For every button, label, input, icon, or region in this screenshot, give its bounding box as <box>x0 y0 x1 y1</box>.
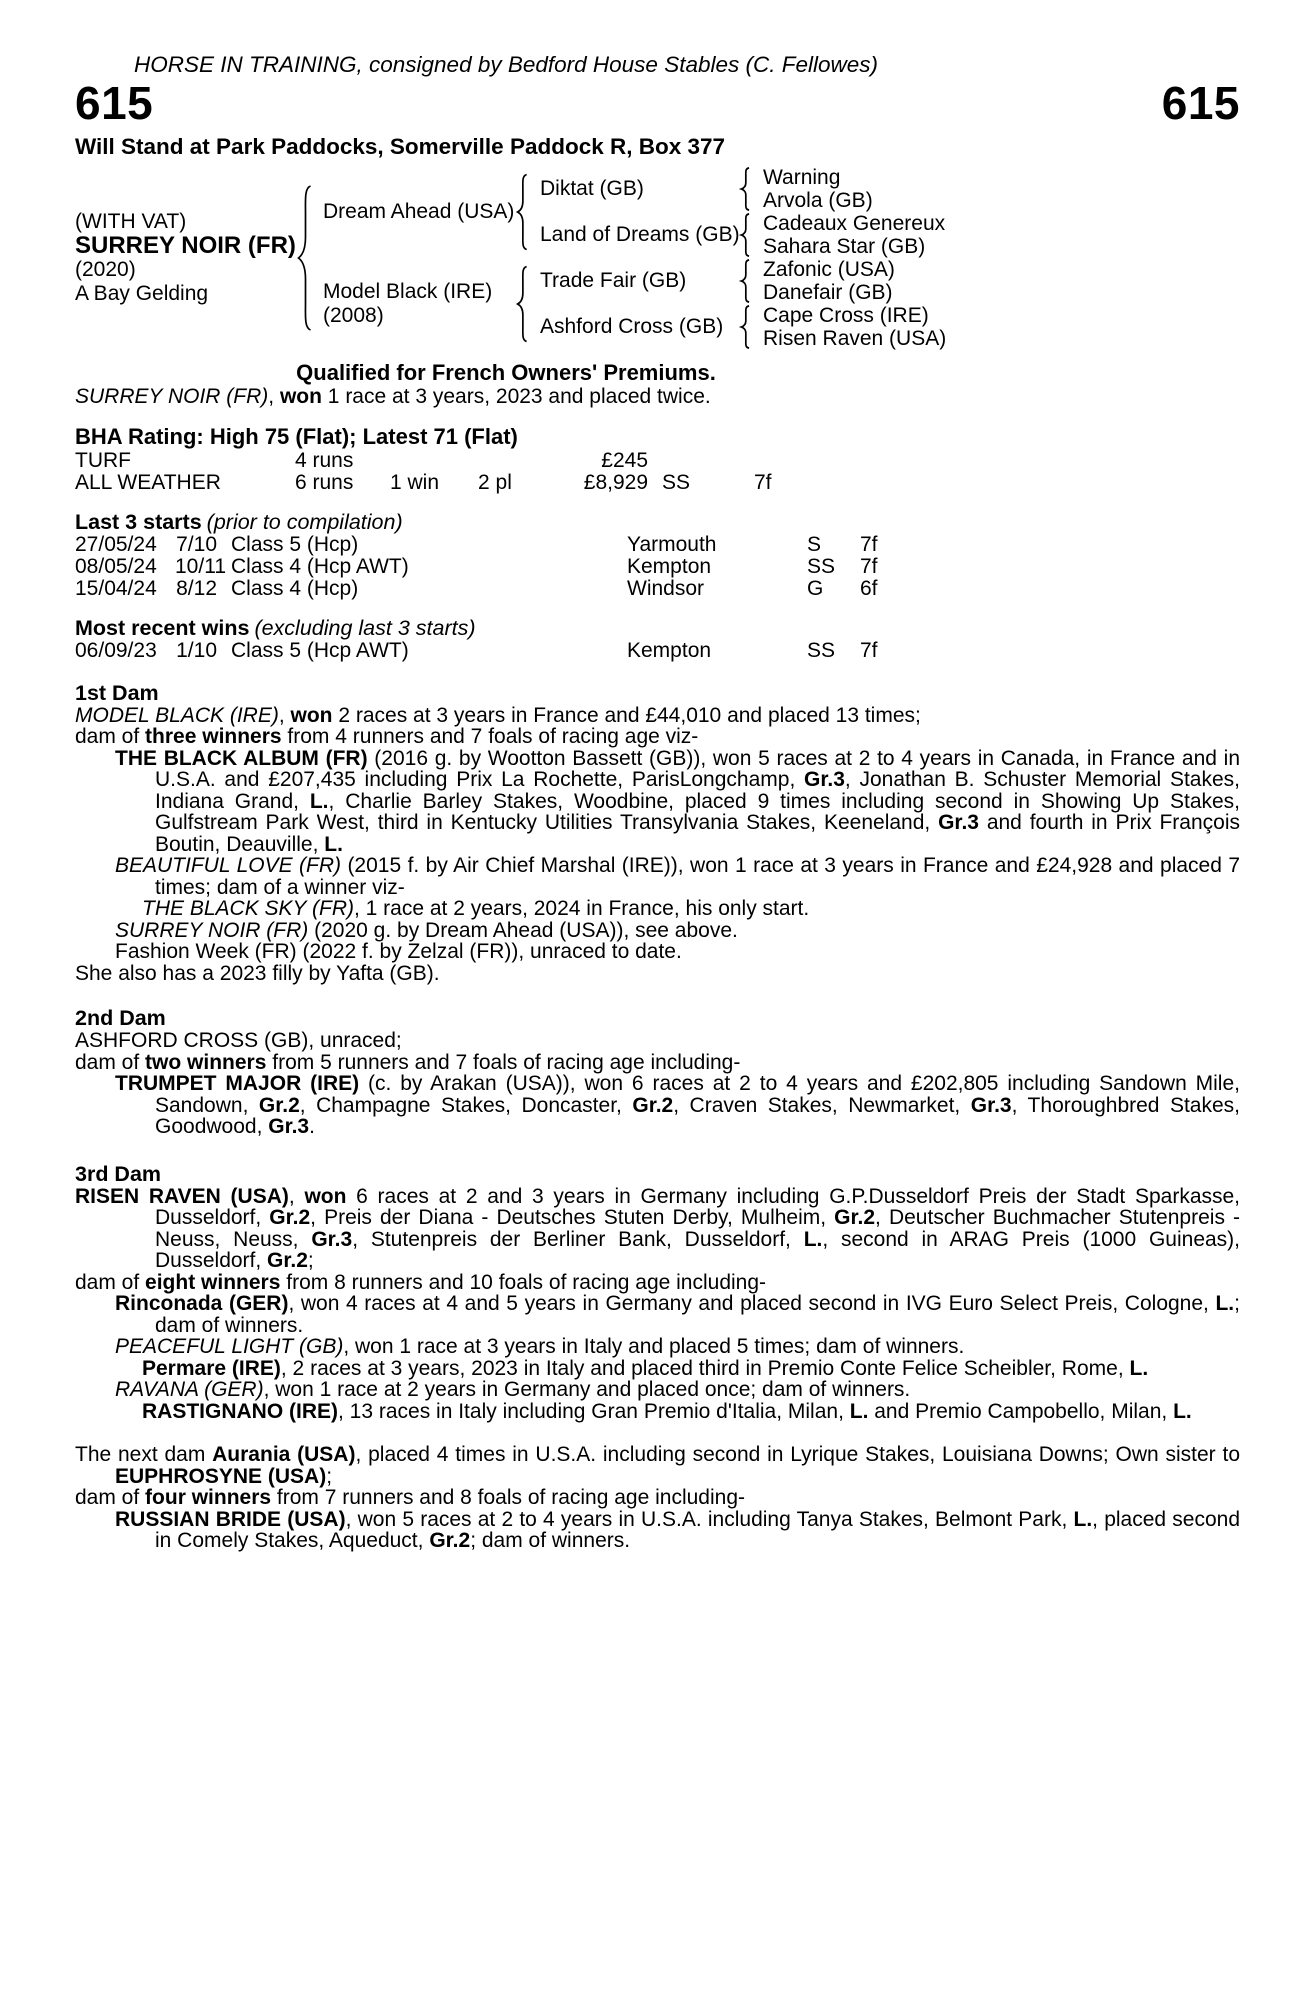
next-dam-paragraphs <box>75 1444 1240 1552</box>
section-title: Last 3 starts <box>75 509 202 534</box>
section-title: Most recent wins <box>75 615 250 640</box>
great-granddam-name: Risen Raven (USA) <box>763 327 947 350</box>
text-segment: L. <box>309 789 329 813</box>
french-premium-line: Qualified for French Owners' Premiums. <box>296 360 716 385</box>
text-segment: Gr.2 <box>834 1206 876 1229</box>
wins-count: 1 win <box>390 470 440 494</box>
pedigree-brace <box>739 305 752 349</box>
pedigree-paragraph <box>75 1030 1240 1052</box>
pedigree-paragraph <box>75 1272 1240 1294</box>
text-segment: Gr.2 <box>258 1093 300 1117</box>
text-segment: L. <box>1129 1356 1149 1380</box>
text-segment: L. <box>1173 1399 1192 1423</box>
text-segment: (c. by Arakan (USA)), won 6 races at 2 to 4 years and £202,805 including Sandown Mile, Sandown, <box>155 1072 1240 1117</box>
text-segment: , 2 races at 3 years, 2023 in Italy and placed third in Premio Conte Felice Scheibler, Rome, <box>280 1356 1130 1380</box>
race-position: 10/11 <box>175 554 226 578</box>
text-segment: 1 race at 3 years, 2023 and placed twice. <box>321 385 711 408</box>
great-grandsire-name: Cadeaux Genereux <box>763 212 946 235</box>
race-class: Class 5 (Hcp AWT) <box>231 638 409 662</box>
text-segment: from 4 runners and 7 foals of racing age viz- <box>281 725 699 748</box>
second-dam-section <box>75 1006 1240 1138</box>
text-segment: won <box>279 385 322 408</box>
race-going: SS <box>807 554 836 578</box>
pedigree-paragraph <box>75 855 1240 898</box>
dam-name <box>317 280 513 328</box>
going-code: SS <box>662 470 691 494</box>
great-grandsire-name: Zafonic (USA) <box>763 258 895 281</box>
lot-number-right: 615 <box>1161 77 1240 129</box>
pedigree-paragraph <box>75 1073 1240 1138</box>
race-course: Windsor <box>627 576 705 600</box>
text-segment: . <box>309 1115 315 1138</box>
text-segment: Gr.2 <box>632 1093 674 1117</box>
race-date: 06/09/23 <box>75 638 157 662</box>
text-segment: The next dam <box>75 1443 213 1466</box>
consignment-line: HORSE IN TRAINING, consigned by Bedford House Stables (C. Fellowes) <box>133 52 879 77</box>
surface-label: TURF <box>75 448 131 472</box>
text-segment: L. <box>1073 1507 1093 1531</box>
lot-number-left: 615 <box>75 77 154 129</box>
pedigree-paragraph <box>75 1052 1240 1074</box>
race-course: Yarmouth <box>627 532 717 556</box>
third-dam-section <box>75 1162 1240 1423</box>
text-segment: two winners <box>145 1050 267 1074</box>
text-segment: dam of <box>75 1050 146 1074</box>
most-recent-wins-section <box>75 616 1240 662</box>
second-dam-paragraphs <box>75 1030 1240 1138</box>
text-segment: (2016 g. by Wootton Bassett (GB)), won 5 races at 2 to 4 years in Canada, in France and in U.S.A. and £207,435 including Prix La Rochette, ParisLongchamp, <box>155 746 1240 791</box>
text-segment: ; <box>326 1464 333 1488</box>
text-segment: L. <box>849 1399 869 1423</box>
sire-dam-branch <box>532 212 945 258</box>
text-segment: 2 races at 3 years in France and £44,010 and placed 13 times; <box>332 703 921 727</box>
pedigree-paragraph <box>75 748 1240 856</box>
text-segment: L. <box>324 832 343 856</box>
pedigree-paragraph <box>75 705 1240 727</box>
third-dam-paragraphs <box>75 1186 1240 1423</box>
text-segment: , <box>288 1184 305 1208</box>
horse-name: SURREY NOIR (FR) <box>75 232 296 259</box>
race-date: 15/04/24 <box>75 576 157 600</box>
dam-sire-name: Trade Fair (GB) <box>540 269 687 292</box>
vat-status: (WITH VAT) <box>75 210 187 233</box>
text-segment: won <box>304 1184 347 1208</box>
pedigree-brace <box>739 213 752 257</box>
race-going: G <box>807 576 824 600</box>
going-code <box>648 450 738 472</box>
horse-description: A Bay Gelding <box>75 282 209 305</box>
runs-count: 4 runs <box>295 448 354 472</box>
great-granddam-name: Arvola (GB) <box>763 189 873 212</box>
second-dam-heading: 2nd Dam <box>75 1006 166 1030</box>
first-dam-section <box>75 681 1240 985</box>
first-dam-heading: 1st Dam <box>75 680 159 705</box>
pedigree-brace <box>739 167 752 211</box>
great-grandsire-name: Warning <box>763 166 841 189</box>
text-segment: , won 1 race at 3 years in Italy and placed 5 times; dam of winners. <box>343 1335 965 1358</box>
text-segment: BEAUTIFUL LOVE (FR) <box>115 854 342 877</box>
earnings-value: £245 <box>601 448 648 472</box>
bha-rating: BHA Rating: High 75 (Flat); Latest 71 (Flat) <box>75 423 518 449</box>
race-summary <box>75 386 1240 408</box>
pedigree-paragraph <box>75 1487 1240 1509</box>
pedigree-paragraph <box>75 941 1240 963</box>
text-segment: Gr.3 <box>938 811 979 834</box>
last-three-starts-heading <box>75 510 1240 534</box>
pedigree-paragraph <box>75 1401 1240 1423</box>
dam-sire-branch <box>532 258 946 304</box>
text-segment: , Craven Stakes, Newmarket, <box>673 1093 971 1117</box>
text-segment: ; dam of winners. <box>155 1292 1240 1337</box>
text-segment: Gr.3 <box>804 768 845 791</box>
pedigree-paragraph <box>75 1186 1240 1272</box>
text-segment: SURREY NOIR (FR) <box>75 385 269 408</box>
dam-name-text: Model Black (IRE) <box>323 280 493 303</box>
race-row <box>75 578 1240 600</box>
race-position: 7/10 <box>176 532 217 556</box>
text-segment: THE BLACK SKY (FR) <box>142 897 354 920</box>
pedigree-paragraph <box>75 963 1240 985</box>
sire-sire-name: Diktat (GB) <box>540 177 644 200</box>
text-segment: L. <box>803 1227 823 1251</box>
race-course: Kempton <box>627 638 712 662</box>
pedigree-paragraph <box>75 386 1240 408</box>
race-position: 1/10 <box>176 638 217 662</box>
text-segment: and Premio Campobello, Milan, <box>868 1399 1174 1423</box>
surface-label: ALL WEATHER <box>75 470 221 494</box>
pedigree-paragraph <box>75 1444 1240 1487</box>
text-segment: from 8 runners and 10 foals of racing age including- <box>280 1270 767 1294</box>
section-subtitle: (prior to compilation) <box>206 509 403 534</box>
text-segment: , Champagne Stakes, Doncaster, <box>299 1093 633 1117</box>
pedigree-paragraph <box>75 726 1240 748</box>
text-segment: RASTIGNANO (IRE) <box>142 1399 338 1423</box>
section-subtitle: (excluding last 3 starts) <box>254 615 476 640</box>
text-segment: L. <box>1215 1292 1235 1315</box>
race-class: Class 4 (Hcp) <box>231 576 359 600</box>
runs-count: 6 runs <box>295 470 354 494</box>
text-segment: Permare (IRE) <box>142 1356 281 1380</box>
pedigree-paragraph <box>75 1336 1240 1358</box>
text-segment: , won 4 races at 4 and 5 years in Germany and placed second in IVG Euro Select Preis, Cologne, <box>288 1292 1216 1315</box>
text-segment: Gr.2 <box>429 1529 471 1552</box>
lot-number-row <box>75 77 1240 129</box>
text-segment: Gr.3 <box>268 1115 310 1138</box>
text-segment: , Preis der Diana - Deutsches Stuten Derby, Mulheim, <box>310 1206 835 1229</box>
foaling-year: (2020) <box>75 258 136 281</box>
pedigree-paragraph <box>75 898 1240 920</box>
great-granddam-name: Sahara Star (GB) <box>763 235 926 258</box>
race-course: Kempton <box>627 554 712 578</box>
text-segment: RISEN RAVEN (USA) <box>75 1184 289 1208</box>
race-distance: 7f <box>860 532 878 556</box>
text-segment: TRUMPET MAJOR (IRE) <box>115 1072 360 1095</box>
text-segment: from 7 runners and 8 foals of racing age including- <box>271 1486 745 1509</box>
sire-name: Dream Ahead (USA) <box>323 200 515 223</box>
text-segment: MODEL BLACK (IRE) <box>75 703 279 727</box>
first-dam-paragraphs <box>75 705 1240 985</box>
race-date: 27/05/24 <box>75 532 157 556</box>
text-segment: THE BLACK ALBUM (FR) <box>115 746 368 770</box>
text-segment: dam of <box>75 725 146 748</box>
text-segment: dam of <box>75 1270 146 1294</box>
performance-table <box>75 450 1240 494</box>
most-recent-wins-heading <box>75 616 1240 640</box>
great-grandsire-name: Cape Cross (IRE) <box>763 304 929 327</box>
performance-row <box>75 450 1240 472</box>
places-count <box>478 450 556 472</box>
text-segment: , placed second in Comely Stakes, Aqueduct, <box>155 1507 1240 1552</box>
race-class: Class 5 (Hcp) <box>231 532 359 556</box>
next-dam-section <box>75 1444 1240 1552</box>
text-segment: , Thoroughbred Stakes, Goodwood, <box>155 1093 1240 1138</box>
race-distance: 7f <box>860 554 878 578</box>
text-segment: , <box>268 385 280 408</box>
places-count: 2 pl <box>478 470 512 494</box>
text-segment: , 1 race at 2 years, 2024 in France, his only start. <box>354 897 810 920</box>
text-segment: (2015 f. by Air Chief Marshal (IRE)), won 1 race at 3 years in France and £24,928 and placed 7 times; dam of a winner viz- <box>155 854 1240 899</box>
text-segment: , second in ARAG Preis (1000 Guineas), Dusseldorf, <box>155 1227 1241 1272</box>
text-segment: SURREY NOIR (FR) <box>115 918 309 942</box>
race-position: 8/12 <box>176 576 217 600</box>
dam-year: (2008) <box>323 304 384 327</box>
race-distance: 7f <box>860 638 878 662</box>
sire-branch <box>317 166 946 258</box>
text-segment: , Jonathan B. Schuster Memorial Stakes, Indiana Grand, <box>155 768 1240 813</box>
text-segment: , Charlie Barley Stakes, Woodbine, placed 9 times including second in Showing Up Stakes, Gulfstream Park West, third in Kentucky Utilities Transylvania Stakes, Keeneland, <box>155 789 1241 834</box>
text-segment: , Deutscher Buchmacher Stutenpreis - Neuss, Neuss, <box>155 1206 1241 1251</box>
dam-dam-name: Ashford Cross (GB) <box>540 315 724 338</box>
text-segment: dam of <box>75 1486 146 1509</box>
text-segment: , Stutenpreis der Berliner Bank, Dusseldorf, <box>352 1227 804 1251</box>
pedigree-brace <box>739 259 752 303</box>
text-segment: 6 races at 2 and 3 years in Germany including G.P.Dusseldorf Preis der Stadt Sparkasse, Dusseldorf, <box>155 1184 1241 1229</box>
text-segment: three winners <box>145 725 282 748</box>
text-segment: Gr.2 <box>267 1249 308 1272</box>
sire-sire-branch <box>532 166 945 212</box>
text-segment: Fashion Week (FR) (2022 f. by Zelzal (FR)), unraced to date. <box>115 940 682 963</box>
text-segment: Aurania (USA) <box>212 1443 356 1466</box>
text-segment: and fourth in Prix François Boutin, Deauville, <box>155 811 1240 856</box>
race-date: 08/05/24 <box>75 554 157 578</box>
text-segment: RAVANA (GER) <box>115 1378 264 1401</box>
pedigree-paragraph <box>75 920 1240 942</box>
text-segment: , 13 races in Italy including Gran Premio d'Italia, Milan, <box>338 1399 850 1423</box>
earnings-value: £8,929 <box>583 470 648 494</box>
race-going: SS <box>807 638 836 662</box>
stand-location: Will Stand at Park Paddocks, Somerville Paddock R, Box 377 <box>75 134 726 159</box>
last-three-starts-section <box>75 510 1240 600</box>
pedigree-paragraph <box>75 1358 1240 1380</box>
race-row <box>75 534 1240 556</box>
text-segment: , placed 4 times in U.S.A. including second in Lyrique Stakes, Louisiana Downs; Own sister to <box>355 1443 1240 1466</box>
pedigree-brace <box>295 183 315 333</box>
dam-dam-branch <box>532 304 946 350</box>
race-distance: 6f <box>860 576 878 600</box>
text-segment: four winners <box>145 1486 272 1509</box>
text-segment: , won 5 races at 2 to 4 years in U.S.A. including Tanya Stakes, Belmont Park, <box>345 1507 1074 1531</box>
text-segment: Gr.2 <box>269 1206 311 1229</box>
text-segment: eight winners <box>145 1270 281 1294</box>
text-segment: , won 1 race at 2 years in Germany and placed once; dam of winners. <box>263 1378 911 1401</box>
third-dam-heading: 3rd Dam <box>75 1161 162 1186</box>
text-segment: Gr.3 <box>970 1093 1012 1117</box>
pedigree-brace <box>515 265 530 343</box>
text-segment: Gr.3 <box>311 1227 353 1251</box>
horse-details <box>75 210 296 306</box>
pedigree-tree <box>75 166 1240 350</box>
dam-branch <box>317 258 946 350</box>
pedigree-paragraph <box>75 1509 1240 1552</box>
text-segment: PEACEFUL LIGHT (GB) <box>115 1335 344 1358</box>
pedigree-brace <box>515 173 530 251</box>
distance-value: 7f <box>754 470 772 494</box>
great-granddam-name: Danefair (GB) <box>763 281 893 304</box>
text-segment: Rinconada (GER) <box>115 1292 289 1315</box>
race-class: Class 4 (Hcp AWT) <box>231 554 409 578</box>
text-segment: from 5 runners and 7 foals of racing age including- <box>266 1050 741 1074</box>
text-segment: EUPHROSYNE (USA) <box>115 1464 327 1488</box>
text-segment: RUSSIAN BRIDE (USA) <box>115 1507 346 1531</box>
performance-row <box>75 472 1240 494</box>
sire-dam-name: Land of Dreams (GB) <box>540 223 740 246</box>
text-segment: ASHFORD CROSS (GB), unraced; <box>75 1029 402 1052</box>
text-segment: won <box>290 703 333 727</box>
distance-value <box>738 450 798 472</box>
text-segment: , <box>278 703 291 727</box>
pedigree-paragraph <box>75 1293 1240 1336</box>
race-row <box>75 556 1240 578</box>
text-segment: (2020 g. by Dream Ahead (USA)), see above. <box>308 918 738 942</box>
text-segment: ; <box>307 1249 314 1272</box>
pedigree-paragraph <box>75 1379 1240 1401</box>
text-segment: She also has a 2023 filly by Yafta (GB). <box>75 961 440 985</box>
race-row <box>75 640 1240 662</box>
text-segment: ; dam of winners. <box>470 1529 631 1552</box>
race-going: S <box>807 532 822 556</box>
wins-count <box>390 450 478 472</box>
